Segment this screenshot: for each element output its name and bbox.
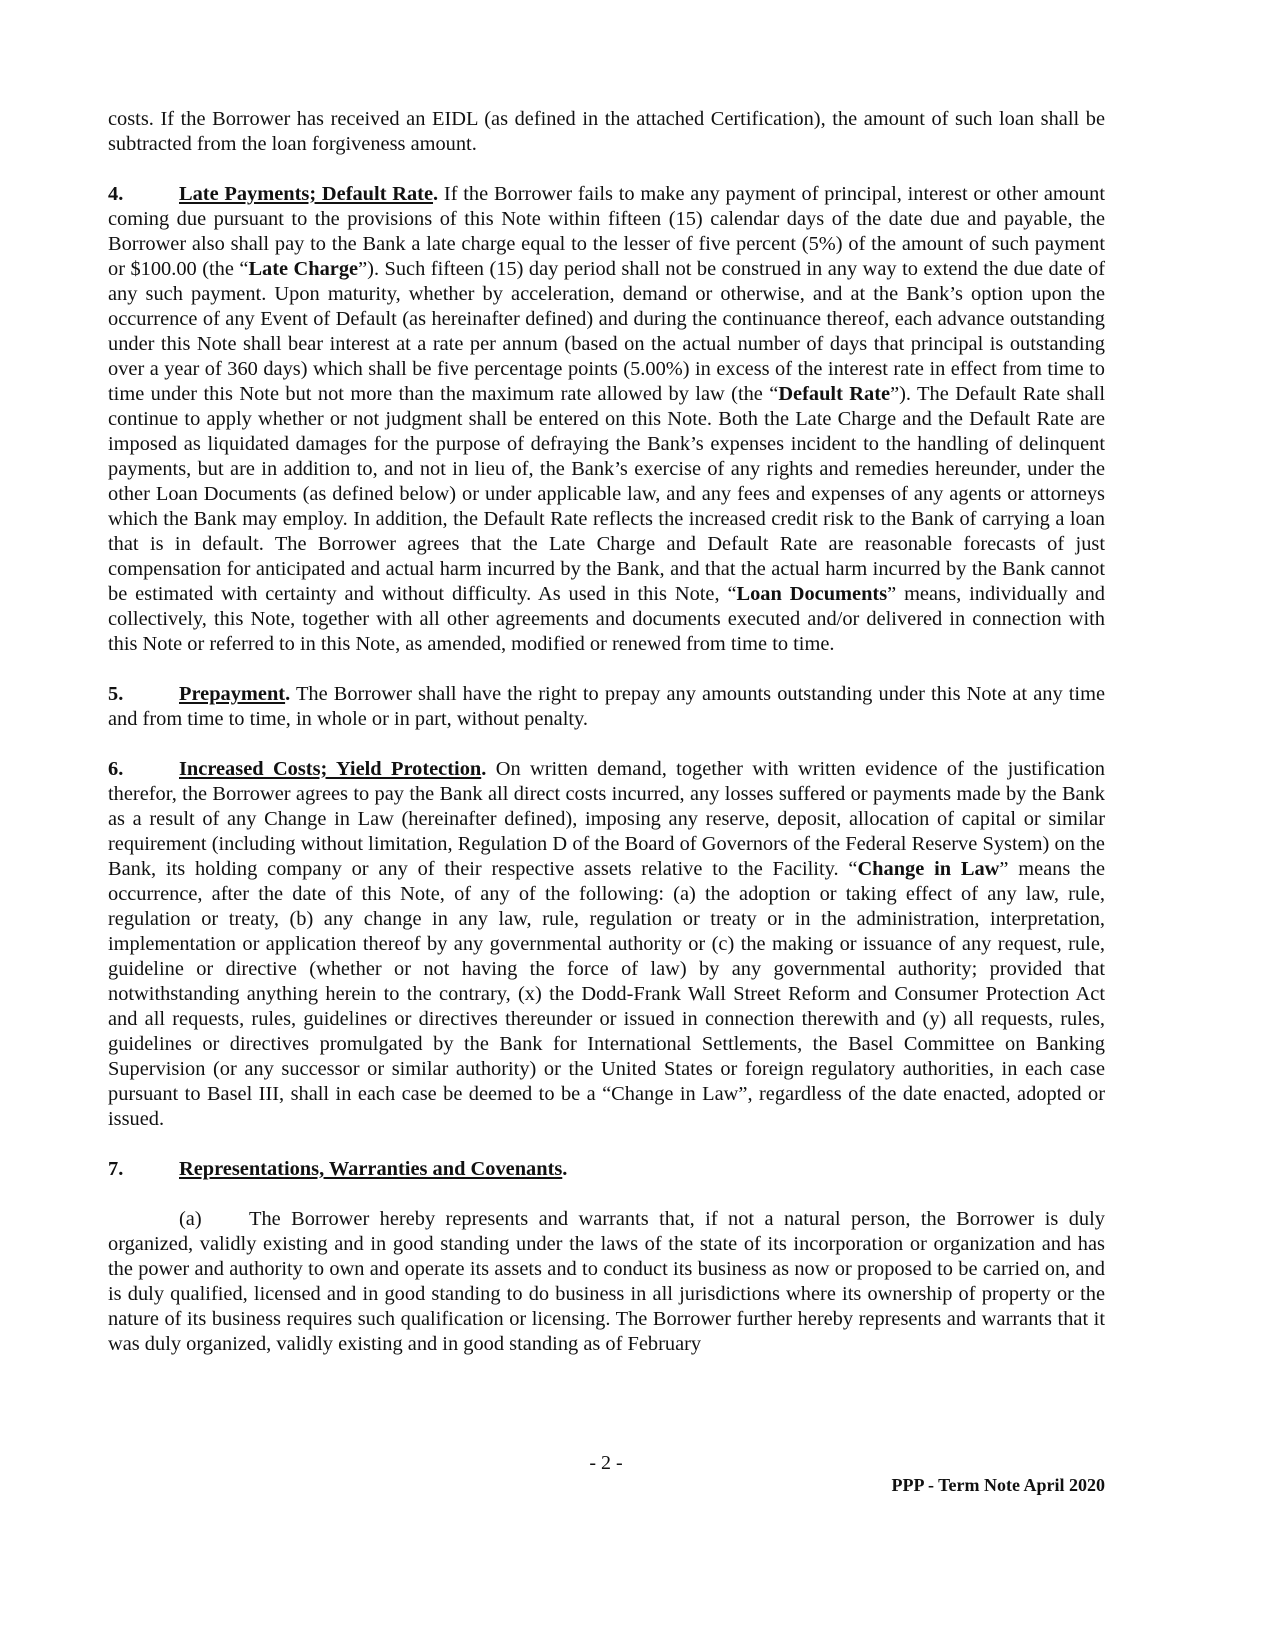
paragraph-intro: costs. If the Borrower has received an EIDL (as defined in the attached Certification), the amount of such loan shall be subtracted from the loan forgiveness amount. (108, 108, 1105, 155)
heading-period: . (285, 683, 291, 705)
document-body (108, 107, 1105, 1382)
heading-period: . (562, 1158, 568, 1180)
document-footer: PPP - Term Note April 2020 (891, 1475, 1105, 1495)
section-4 (108, 182, 1105, 657)
text: ”). Such fifteen (15) day period shall not be construed in any way to extend the due date of any such payment. Upon maturity, whether by acceleration, demand or otherwise, and at the Bank’s option upon the occurrence of any Event of Default (as hereinafter defined) and during the continuance thereof, each advance outstanding under this Note shall bear interest at a rate per annum (based on the actual number of days that principal is outstanding over a year of 360 days) which shall be five percentage points (5.00%) in excess of the interest rate in effect from time to time under this Note but not more than the maximum rate allowed by law (the “ (108, 258, 1105, 405)
section-heading: Late Payments; Default Rate (179, 183, 434, 205)
text: ”). The Default Rate shall continue to apply whether or not judgment shall be entered on this Note. Both the Late Charge and the Default Rate are imposed as liquidated damages for the purpose of defraying the Bank’s expenses incident to the handling of delinquent payments, but are in addition to, and not in lieu of, the Bank’s exercise of any rights and remedies hereunder, under the other Loan Documents (as defined below) or under applicable law, and any fees and expenses of any agents or attorneys which the Bank may employ. In addition, the Default Rate reflects the increased credit risk to the Bank of carrying a loan that is in default. The Borrower agrees that the Late Charge and Default Rate are reasonable forecasts of just compensation for anticipated and actual harm incurred by the Bank, and that the actual harm incurred by the Bank cannot be estimated with certainty and without difficulty. As used in this Note, “ (108, 383, 1105, 605)
page-number: - 2 - (589, 1452, 623, 1474)
section-number: 7. (108, 1158, 124, 1180)
text: ” means the occurrence, after the date of this Note, of any of the following: (a) the adoption or taking effect of any law, rule, regulation or treaty, (b) any change in any law, rule, regulation or treaty or in the administration, interpretation, implementation or application thereof by any governmental authority or (c) the making or issuance of any request, rule, guideline or directive (whether or not having the force of law) by any governmental authority; provided that notwithstanding anything herein to the contrary, (x) the Dodd-Frank Wall Street Reform and Consumer Protection Act and all requests, rules, guidelines or directives thereunder or issued in connection therewith and (y) all requests, rules, guidelines or directives promulgated by the Bank for International Settlements, the Basel Committee on Banking Supervision (or any successor or similar authority) or the United States or foreign regulatory authorities, in each case pursuant to Basel III, shall in each case be deemed to be a “Change in Law”, regardless of the date enacted, adopted or issued. (108, 858, 1106, 1130)
section-7a (108, 1207, 1105, 1357)
heading-period: . (433, 183, 439, 205)
section-heading: Prepayment (179, 683, 286, 705)
section-7-heading (108, 1157, 1105, 1182)
text: On written demand, together with written evidence of the justification therefor, the Borrower agrees to pay the Bank all direct costs incurred, any losses suffered or payments made by the Bank as a result of any Change in Law (hereinafter defined), imposing any reserve, deposit, allocation of capital or similar requirement (including without limitation, Regulation D of the Board of Governors of the Federal Reserve System) on the Bank, its holding company or any of their respective assets relative to the Facility. “ (108, 758, 1105, 880)
text: The Borrower hereby represents and warrants that, if not a natural person, the Borrower is duly organized, validly existing and in good standing under the laws of the state of its incorporation or organization and has the power and authority to own and operate its assets and to conduct its business as now or proposed to be carried on, and is duly qualified, licensed and in good standing to do business in all jurisdictions where its ownership of property or the nature of its business requires such qualification or licensing. The Borrower further hereby represents and warrants that it was duly organized, validly existing and in good standing as of February (108, 1208, 1105, 1355)
subsection-label: (a) (179, 1208, 202, 1230)
text: If the Borrower fails to make any payment of principal, interest or other amount coming due pursuant to the provisions of this Note within fifteen (15) calendar days of the date due and payable, the Borrower also shall pay to the Bank a late charge equal to the lesser of five percent (5%) of the amount of such payment or $100.00 (the “ (108, 183, 1105, 280)
section-number: 5. (108, 683, 124, 705)
defined-term: Loan Documents (736, 583, 888, 605)
section-number: 6. (108, 758, 124, 780)
section-6 (108, 757, 1105, 1132)
defined-term: Late Charge (248, 258, 359, 280)
section-number: 4. (108, 183, 124, 205)
text: The Borrower shall have the right to prepay any amounts outstanding under this Note at any time and from time to time, in whole or in part, without penalty. (108, 683, 1105, 730)
section-heading: Representations, Warranties and Covenants (179, 1158, 563, 1180)
section-5 (108, 682, 1105, 732)
defined-term: Default Rate (778, 383, 891, 405)
heading-period: . (481, 758, 487, 780)
defined-term: Change in Law (857, 858, 1000, 880)
text: ” means, individually and collectively, this Note, together with all other agreements and documents executed and/or delivered in connection with this Note or referred to in this Note, as amended, modified or renewed from time to time. (108, 583, 1105, 655)
section-heading: Increased Costs; Yield Protection (179, 758, 482, 780)
